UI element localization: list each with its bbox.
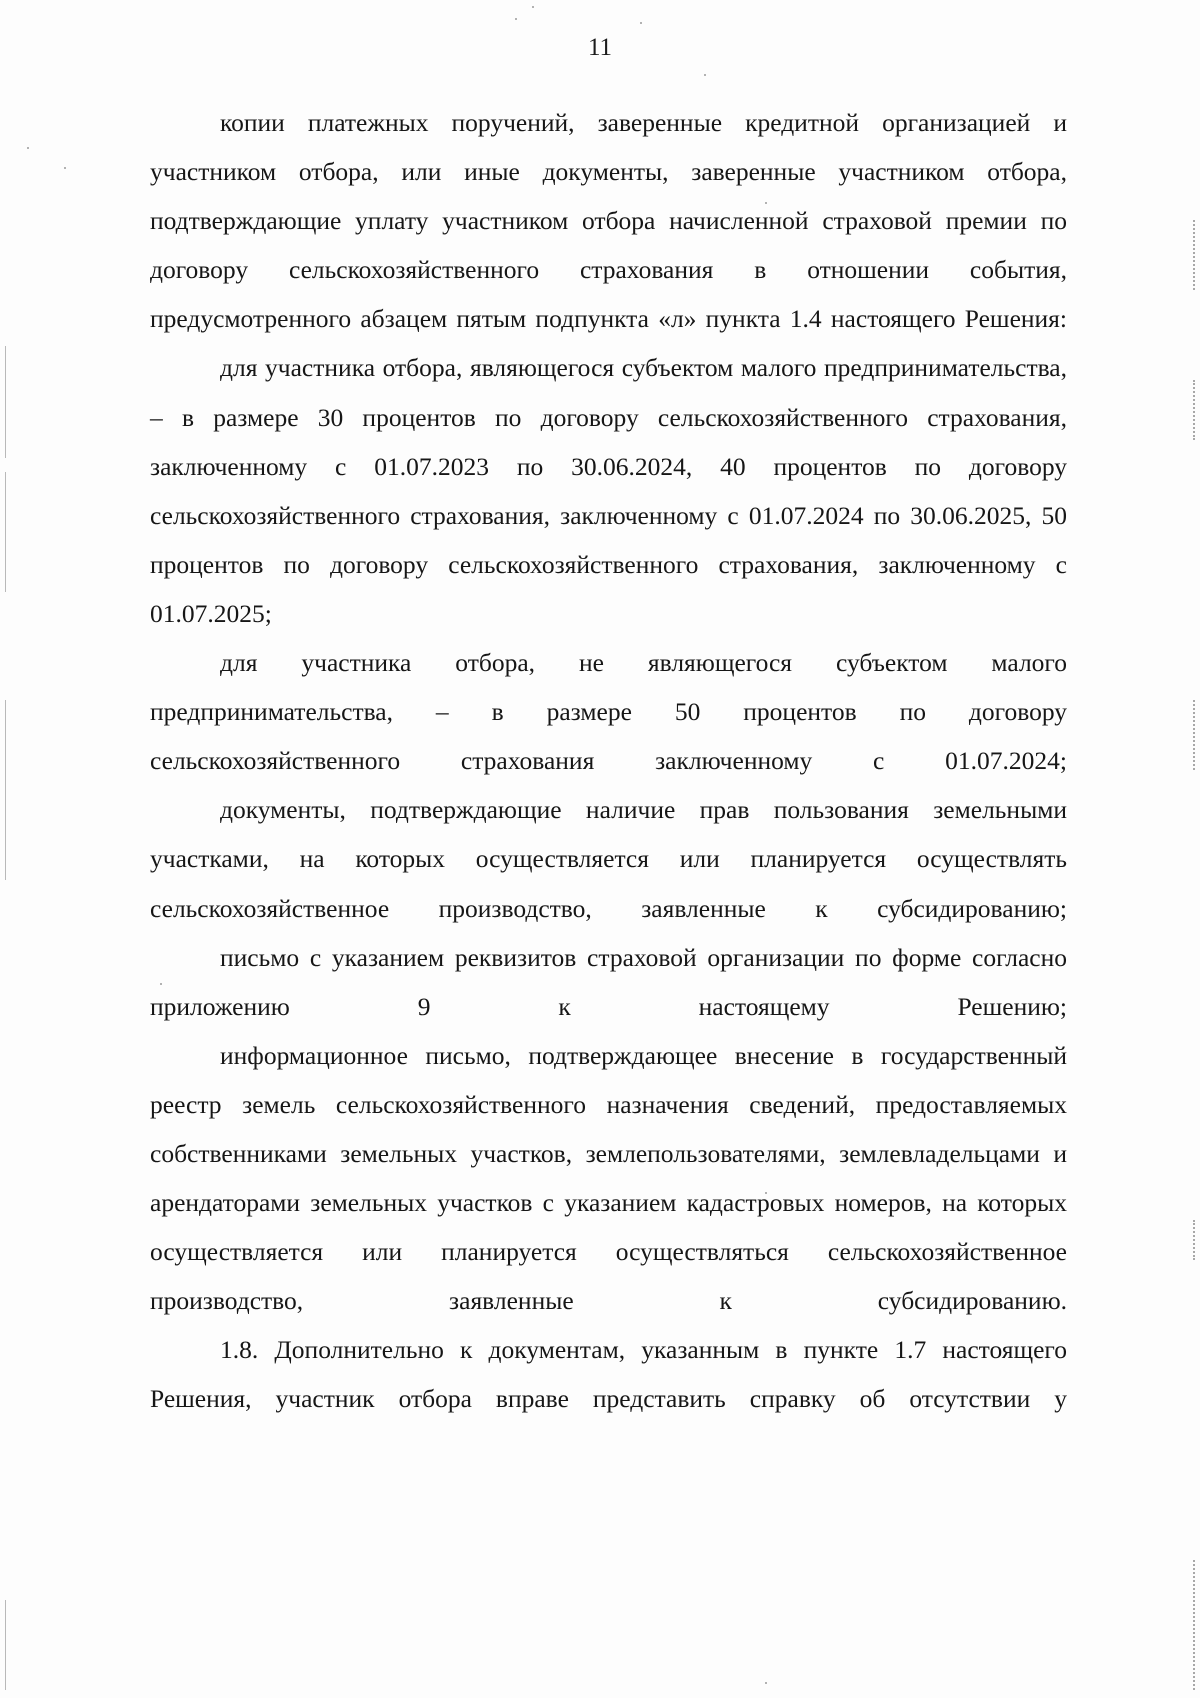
scan-edge-noise [1193, 700, 1195, 770]
document-body [150, 98, 1067, 1424]
scan-edge-noise [1193, 220, 1195, 290]
scan-edge-noise [1193, 1220, 1195, 1260]
scan-edge-noise [1193, 380, 1195, 440]
scan-margin-line [5, 346, 6, 458]
scan-margin-line [5, 1600, 6, 1690]
scan-speck [640, 22, 642, 24]
paragraph-section-1-8: 1.8. Дополнительно к документам, указанным в пункте 1.7 настоящего Решения, участник отбора вправе представить справку об отсутствии у [150, 1335, 1067, 1414]
scan-margin-line [5, 700, 6, 880]
scan-speck [64, 167, 66, 169]
page-number: 11 [587, 34, 613, 61]
scan-margin-line [5, 472, 6, 592]
paragraph-land-registry-letter: информационное письмо, подтверждающее внесение в государственный реестр земель сельскохозяйственного назначения сведений, предоставляемых собственниками земельных участков, землепользователями, землевладельцами и арендаторами земельных участков с указанием кадастровых номеров, на которых осуществляется или планируется осуществляться сельскохозяйственное производство, заявленные к субсидированию. [150, 1040, 1067, 1316]
scan-speck [27, 147, 29, 149]
paragraph-non-small-business: для участника отбора, не являющегося субъектом малого предпринимательства, – в размере 50 процентов по договору сельскохозяйственного страхования заключенному с 01.07.2024; [150, 648, 1067, 776]
paragraph-payment-orders: копии платежных поручений, заверенные кредитной организацией и участником отбора, или иные документы, заверенные участником отбора, подтверждающие уплату участником отбора начисленной страховой премии по договору сельскохозяйственного страхования в отношении события, предусмотренного абзацем пятым подпункта «л» пункта 1.4 настоящего Решения: [150, 108, 1067, 334]
scan-speck [765, 1682, 767, 1684]
paragraph-insurer-letter: письмо с указанием реквизитов страховой организации по форме согласно приложению 9 к настоящему Решению; [150, 942, 1067, 1021]
scan-speck [704, 74, 706, 76]
paragraph-land-rights: документы, подтверждающие наличие прав пользования земельными участками, на которых осуществляется или планируется осуществлять сельскохозяйственное производство, заявленные к субсидированию; [150, 795, 1067, 923]
scan-speck [532, 6, 534, 8]
scan-speck [515, 18, 517, 20]
scan-edge-noise [1193, 1560, 1195, 1690]
paragraph-small-business: для участника отбора, являющегося субъектом малого предпринимательства, – в размере 30 процентов по договору сельскохозяйственного страхования, заключенному с 01.07.2023 по 30.06.2024, 40 процентов по договору сельскохозяйственного страхования, заключенному с 01.07.2024 по 30.06.2025, 50 процентов по договору сельскохозяйственного страхования, заключенному с 01.07.2025; [150, 353, 1067, 628]
